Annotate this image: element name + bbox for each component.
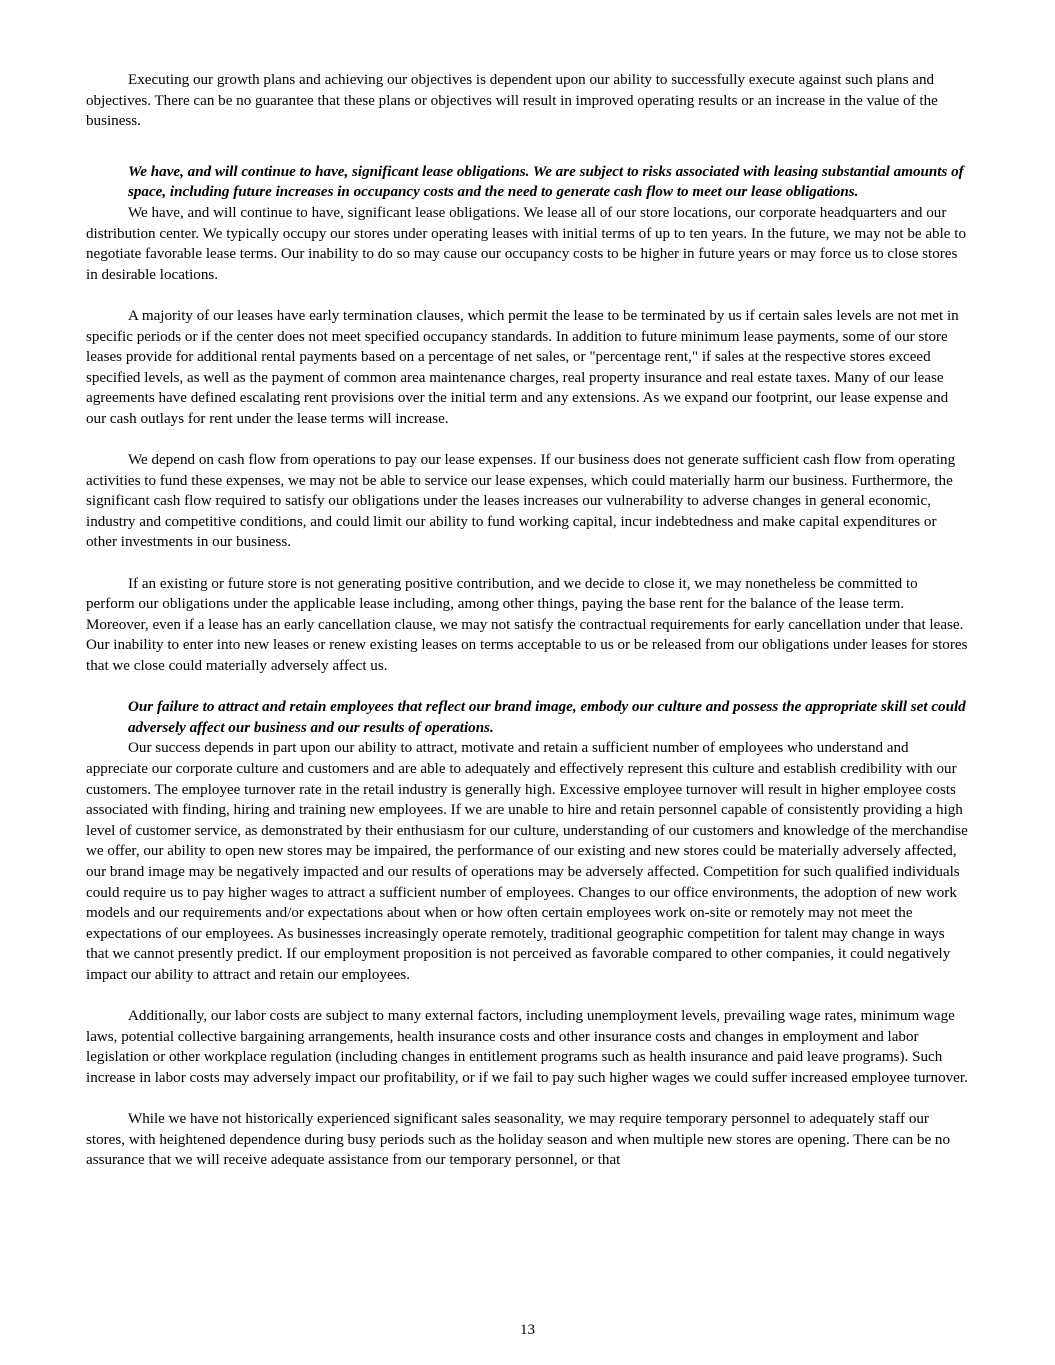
paragraph-cash-flow: We depend on cash flow from operations to pay our lease expenses. If our business does not generate sufficient cash flow from operating activities to fund these expenses, we may not be able to service our lease expenses, which could materially harm our business. Furthermore, the significant cash flow required to satisfy our obligations under the leases increases our vulnerability to adverse changes in general economic, industry and competitive conditions, and could limit our ability to fund working capital, incur indebtedness and make capital expenditures or other investments in our business. <box>86 452 956 551</box>
paragraph-seasonality: While we have not historically experienced significant sales seasonality, we may require temporary personnel to adequately staff our stores, with heightened dependence during busy periods such as the holiday season and when multiple new stores are opening. There can be no assurance that we will receive adequate assistance from our temporary personnel, or that <box>86 1111 951 1169</box>
paragraph-early-termination: A majority of our leases have early termination clauses, which permit the lease to be terminated by us if certain sales levels are not met in specific periods or if the center does not meet specified occupancy standards. In addition to future minimum lease payments, some of our store leases provide for additional rental payments based on a percentage of net sales, or "percentage rent," if sales at the respective stores exceed specified levels, as well as the payment of common area maintenance charges, real property insurance and real estate taxes. Many of our lease agreements have defined escalating rent provisions over the initial term and any extensions. As we expand our footprint, our lease expense and our cash outlays for rent under the lease terms will increase. <box>86 307 959 427</box>
paragraph-growth-plans: Executing our growth plans and achieving our objectives is dependent upon our ability to successfully execute against such plans and objectives. There can be no guarantee that these plans or objectives will result in improved operating results or an increase in the value of the business. <box>86 72 938 130</box>
page-number: 13 <box>519 1322 536 1338</box>
heading-employees: Our failure to attract and retain employees that reflect our brand image, embody our culture and possess the appropriate skill set could adversely affect our business and our results of operations. <box>128 699 966 736</box>
paragraph-store-closure: If an existing or future store is not generating positive contribution, and we decide to close it, we may nonetheless be committed to perform our obligations under the applicable lease including, among other things, paying the base rent for the balance of the lease term. Moreover, even if a lease has an early cancellation clause, we may not satisfy the contractual requirements for early cancellation under that lease. Our inability to enter into new leases or renew existing leases on terms acceptable to us or be released from our obligations under leases for stores that we close could materially adversely affect us. <box>86 575 968 675</box>
paragraph-employee-success: Our success depends in part upon our ability to attract, motivate and retain a sufficient number of employees who understand and appreciate our corporate culture and customers and are able to adequately and effectively represent this culture and establish credibility with our customers. The employee turnover rate in the retail industry is generally high. Excessive employee turnover will result in higher employee costs associated with finding, hiring and training new employees. If we are unable to hire and retain personnel capable of consistently providing a high level of customer service, as demonstrated by their enthusiasm for our culture, understanding of our customers and knowledge of the merchandise we offer, our ability to open new stores may be impaired, the performance of our existing and new stores could be materially adversely affected, our brand image may be negatively impacted and our results of operations may be adversely affected. Competition for such qualified individuals could require us to pay higher wages to attract a sufficient number of employees. Changes to our office environments, the adoption of new work models and our requirements and/or expectations about when or how often certain employees work on-site or remotely may not meet the expectations of our employees. As businesses increasingly operate remotely, traditional geographic competition for talent may change in ways that we cannot presently predict. If our employment proposition is not perceived as favorable compared to other companies, it could negatively impact our ability to attract and retain our employees. <box>86 740 968 983</box>
heading-lease-obligations: We have, and will continue to have, significant lease obligations. We are subject to risks associated with leasing substantial amounts of space, including future increases in occupancy costs and the need to generate cash flow to meet our lease obligations. <box>128 163 964 201</box>
paragraph-labor-costs: Additionally, our labor costs are subject to many external factors, including unemployment levels, prevailing wage rates, minimum wage laws, potential collective bargaining arrangements, health insurance costs and other insurance costs and changes in employment and labor legislation or other workplace regulation (including changes in entitlement programs such as health insurance and paid leave programs). Such increase in labor costs may adversely impact our profitability, or if we fail to pay such higher wages we could suffer increased employee turnover. <box>86 1008 968 1086</box>
document-page <box>86 70 970 1171</box>
paragraph-lease-obligations: We have, and will continue to have, significant lease obligations. We lease all of our store locations, our corporate headquarters and our distribution center. We typically occupy our stores under operating leases with initial terms of up to ten years. In the future, we may not be able to negotiate favorable lease terms. Our inability to do so may cause our occupancy costs to be higher in future years or may force us to close stores in desirable locations. <box>86 204 966 283</box>
